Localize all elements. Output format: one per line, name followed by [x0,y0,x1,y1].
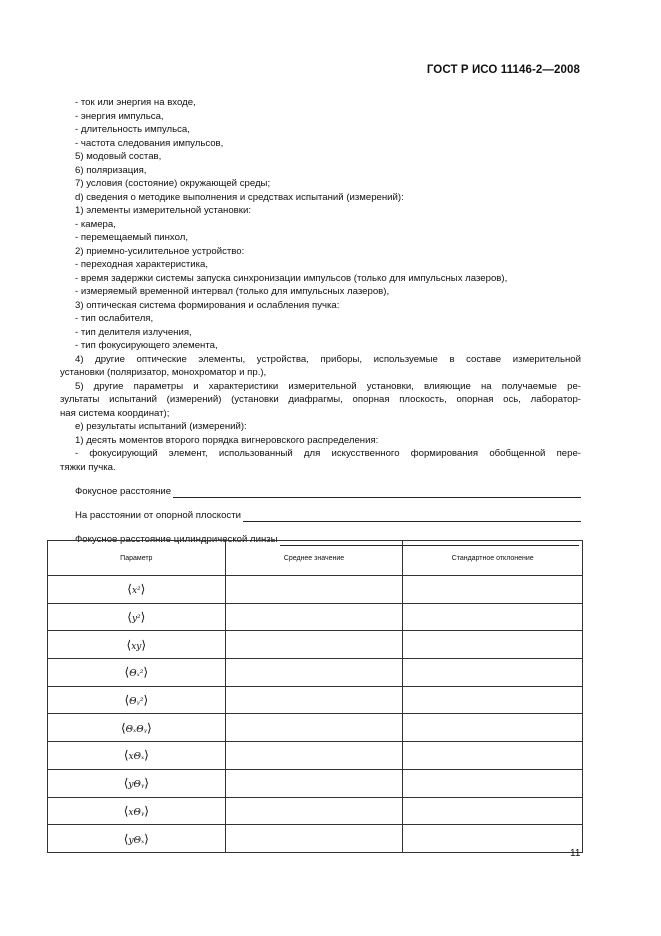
stddev-cell [403,769,583,797]
document-header: ГОСТ Р ИСО 11146-2—2008 [426,64,580,76]
list-item: 3) оптическая система формирования и ослабления пучка: [75,299,340,311]
list-item: 1) десять моментов второго порядка вигнеровского распределения: [75,434,379,446]
list-item: - частота следования импульсов, [75,137,224,149]
table-row [48,631,583,659]
parameter-symbol: xΘₓ [128,752,145,763]
stddev-cell [403,631,583,659]
mean-cell [225,686,403,714]
list-item: 6) поляризация, [75,164,147,176]
paragraph-line: установки (поляризатор, монохроматор и пр.), [60,367,267,378]
table-row [48,825,583,853]
list-item: d) сведения о методике выполнения и средствах испытаний (измерений): [75,191,404,203]
document-body [60,96,581,546]
fill-blank [243,510,581,522]
field-label: На расстоянии от опорной плоскости [75,509,241,521]
stddev-cell [403,825,583,853]
list-item: - тип делителя излучения, [75,326,192,338]
list-item: 7) условия (состояние) окружающей среды; [75,178,271,189]
parameter-symbol: Θₓ² [129,669,144,680]
stddev-cell [403,603,583,631]
list-item: - тип фокусирующего элемента, [75,340,218,351]
parameter-symbol: xy [131,641,142,652]
list-item: - тип ослабителя, [75,313,154,324]
list-item: 2) приемно-усилительное устройство: [75,245,245,257]
mean-cell [225,825,403,853]
paragraph-line: 4) другие оптические элементы, устройства, приборы, используемые в составе измерительной [75,353,581,365]
list-item: - энергия импульса, [75,110,164,122]
paragraph-line: - фокусирующий элемент, использованный для искусственного формирования обобщенной пере- [75,448,581,459]
column-header: Параметр [48,541,226,576]
parameter-cell: ⟨xΘₓ⟩ [48,742,226,770]
table-row [48,686,583,714]
parameter-symbol: Θᵧ² [129,697,144,708]
mean-cell [225,631,403,659]
field-label: Фокусное расстояние [75,485,172,497]
table-row [48,659,583,687]
page-number: 11 [570,848,581,859]
table-header-row [48,541,583,576]
paragraph-line: ная система координат); [60,407,170,419]
parameter-cell: ⟨yΘₓ⟩ [48,825,226,853]
parameters-table [47,540,583,853]
parameter-symbol: yΘₓ [128,835,145,846]
list-item: 5) модовый состав, [75,151,162,162]
parameter-cell: ⟨y²⟩ [48,603,226,631]
list-item: - время задержки системы запуска синхронизации импульсов (только для импульсных лазеров), [75,272,508,284]
focal-distance-field [60,479,581,498]
parameter-symbol: yΘᵧ [128,780,145,791]
table-row [48,714,583,742]
parameter-cell: ⟨ΘₓΘᵧ⟩ [48,714,226,742]
parameter-cell: ⟨xΘᵧ⟩ [48,797,226,825]
table-row [48,603,583,631]
list-item: - измеряемый временной интервал (только для импульсных лазеров), [75,286,390,297]
table-row [48,797,583,825]
parameter-cell: ⟨yΘᵧ⟩ [48,769,226,797]
paragraph-line: тяжки пучка. [60,461,116,473]
parameter-symbol: xΘᵧ [128,807,145,818]
mean-cell [225,769,403,797]
parameter-cell: ⟨xy⟩ [48,631,226,659]
parameter-cell: ⟨x²⟩ [48,576,226,604]
column-header: Среднее значение [225,541,403,576]
stddev-cell [403,659,583,687]
mean-cell [225,576,403,604]
table-row [48,742,583,770]
stddev-cell [403,686,583,714]
paragraph-line: зультаты испытаний (измерений) (установки диафрагмы, опорная плоскость, опорная ось, лаборатор- [60,394,581,405]
parameter-cell: ⟨Θᵧ²⟩ [48,686,226,714]
list-item: 1) элементы измерительной установки: [75,205,251,216]
mean-cell [225,603,403,631]
table-row [48,576,583,604]
parameter-symbol: ΘₓΘᵧ [125,724,147,735]
list-item: - переходная характеристика, [75,259,209,270]
stddev-cell [403,797,583,825]
mean-cell [225,797,403,825]
mean-cell [225,714,403,742]
mean-cell [225,742,403,770]
field-label: Фокусное расстояние цилиндрической линзы [75,533,278,545]
list-item: e) результаты испытаний (измерений): [75,421,247,432]
stddev-cell [403,576,583,604]
column-header: Стандартное отклонение [403,541,583,576]
parameter-cell: ⟨Θₓ²⟩ [48,659,226,687]
fill-blank [173,486,581,498]
parameter-symbol: x² [131,586,141,597]
list-item: - перемещаемый пинхол, [75,232,189,243]
distance-field [60,503,581,522]
paragraph-line: 5) другие параметры и характеристики измерительной установки, влияющие на получаемые ре- [75,380,581,392]
stddev-cell [403,714,583,742]
mean-cell [225,659,403,687]
list-item: - камера, [75,218,116,230]
parameter-symbol: y² [131,614,141,625]
list-item: - ток или энергия на входе, [75,97,196,108]
table-row [48,769,583,797]
stddev-cell [403,742,583,770]
list-item: - длительность импульса, [75,124,190,135]
